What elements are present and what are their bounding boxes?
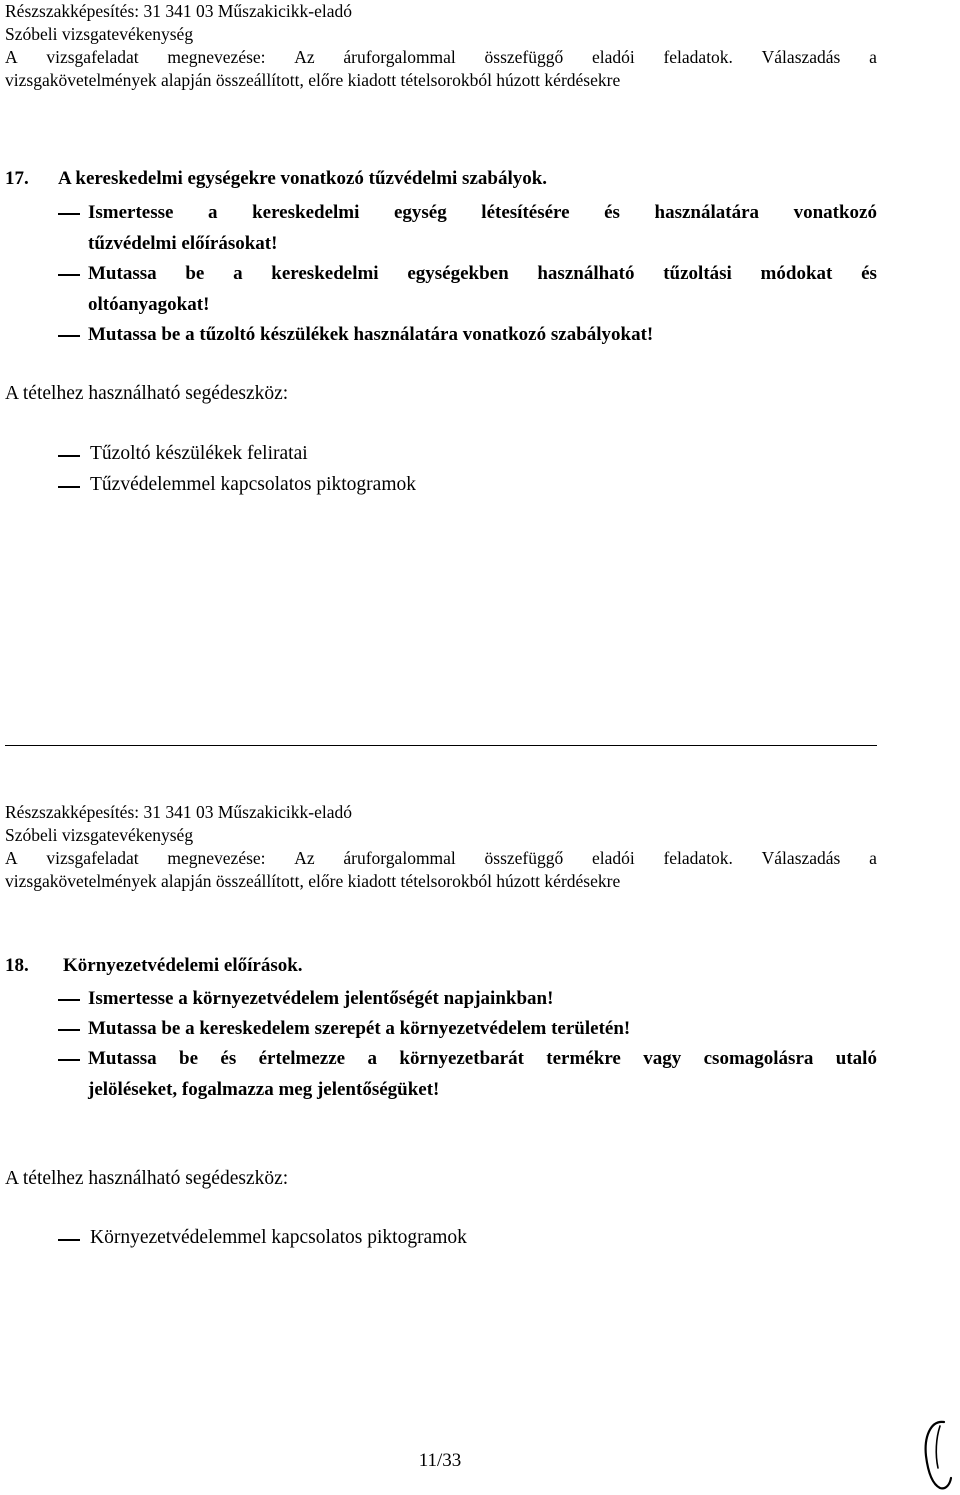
word: módokat — [760, 263, 833, 284]
word: és — [220, 1048, 237, 1069]
dash-bullet — [58, 486, 80, 488]
header-activity: Szóbeli vizsgatevékenység — [5, 24, 194, 44]
word: vonatkozó — [793, 202, 877, 223]
dash-bullet — [58, 1239, 80, 1241]
word: feladatok. — [663, 848, 733, 868]
question-title-text: A kereskedelmi egységekre vonatkozó tűzvédelmi szabályok. — [58, 168, 548, 189]
header-qualification: Részszakképesítés: 31 341 03 Műszakicikk-eladó — [5, 802, 352, 822]
question-18-item-2 — [58, 1014, 877, 1045]
question-17-tool-1 — [58, 443, 308, 465]
question-18-item-3 — [58, 1044, 877, 1105]
question-17-item-2 — [58, 259, 877, 320]
word: A — [5, 47, 18, 67]
word: be — [179, 1048, 199, 1069]
dash-bullet — [58, 1029, 80, 1031]
item-line — [88, 1044, 877, 1075]
item-line: Mutassa be a kereskedelem szerepét a környezetvédelem területén! — [88, 1018, 631, 1039]
word: használatára — [654, 202, 760, 223]
tool-text: Tűzvédelemmel kapcsolatos piktogramok — [90, 474, 416, 495]
item-line: Ismertesse a környezetvédelem jelentőségét napjainkban! — [88, 988, 554, 1009]
word: feladatok. — [663, 47, 733, 67]
word: összefüggő — [484, 47, 564, 67]
tool-text: Környezetvédelemmel kapcsolatos piktogramok — [90, 1227, 467, 1248]
question-18-tool-1 — [58, 1227, 467, 1249]
word: Az — [294, 848, 315, 868]
header-task-continuation: vizsgakövetelmények alapján összeállított, előre kiadott tételsorokból húzott kérdésekre — [5, 70, 621, 90]
header-task-line — [5, 46, 877, 69]
word: áruforgalommal — [343, 47, 456, 67]
word: Válaszadás — [761, 848, 841, 868]
word: kereskedelmi — [271, 263, 379, 284]
word: eladói — [591, 848, 635, 868]
header-activity: Szóbeli vizsgatevékenység — [5, 825, 194, 845]
dash-bullet — [58, 274, 80, 276]
dash-bullet — [58, 455, 80, 457]
word: és — [861, 263, 877, 284]
word: egység — [393, 202, 447, 223]
page-separator-rule — [5, 745, 877, 746]
word: egységekben — [407, 263, 509, 284]
word: használható — [537, 263, 635, 284]
word: Mutassa — [88, 263, 157, 284]
question-17-title — [5, 168, 547, 190]
dash-bullet — [58, 1059, 80, 1061]
question-17-item-1 — [58, 198, 877, 259]
item-line: Mutassa be a tűzoltó készülékek használatára vonatkozó szabályokat! — [88, 324, 654, 345]
word: a — [869, 47, 877, 67]
page-header-top — [5, 0, 877, 92]
word: megnevezése: — [167, 848, 266, 868]
page-header-second — [5, 801, 877, 893]
question-18-title — [5, 955, 303, 977]
tool-text: Tűzoltó készülékek feliratai — [90, 443, 308, 464]
header-task-continuation: vizsgakövetelmények alapján összeállított, előre kiadott tételsorokból húzott kérdésekre — [5, 871, 621, 891]
item-line: tűzvédelmi előírásokat! — [88, 232, 278, 254]
item-line — [88, 259, 877, 290]
item-line: oltóanyagokat! — [88, 293, 210, 315]
word: eladói — [591, 47, 635, 67]
header-qualification: Részszakképesítés: 31 341 03 Műszakicikk-eladó — [5, 1, 352, 21]
word: áruforgalommal — [343, 848, 456, 868]
question-17-tool-2 — [58, 474, 416, 496]
question-number: 18. — [5, 955, 29, 976]
word: és — [604, 202, 620, 223]
word: be — [185, 263, 205, 284]
word: Ismertesse — [88, 202, 174, 223]
question-17-help-label: A tételhez használható segédeszköz: — [5, 383, 289, 404]
word: létesítésére — [481, 202, 570, 223]
dash-bullet — [58, 335, 80, 337]
question-18-help-label: A tételhez használható segédeszköz: — [5, 1168, 289, 1189]
word: Válaszadás — [761, 47, 841, 67]
header-task-line — [5, 847, 877, 870]
word: kereskedelmi — [252, 202, 360, 223]
word: vizsgafeladat — [46, 47, 139, 67]
question-18-item-1 — [58, 984, 877, 1015]
word: termékre — [546, 1048, 621, 1069]
word: környezetbarát — [399, 1048, 524, 1069]
dash-bullet — [58, 213, 80, 215]
word: a — [233, 263, 243, 284]
word: Mutassa — [88, 1048, 157, 1069]
question-17-item-3 — [58, 320, 877, 351]
word: Az — [294, 47, 315, 67]
word: a — [208, 202, 218, 223]
question-number: 17. — [5, 168, 29, 189]
word: a — [869, 848, 877, 868]
word: értelmezze — [258, 1048, 346, 1069]
item-line — [88, 198, 877, 229]
question-title-text: Környezetvédelemi előírások. — [63, 955, 303, 976]
word: utaló — [835, 1048, 877, 1069]
word: A — [5, 848, 18, 868]
item-line: jelöléseket, fogalmazza meg jelentőségüket! — [88, 1078, 440, 1100]
word: megnevezése: — [167, 47, 266, 67]
word: vagy — [643, 1048, 682, 1069]
word: a — [367, 1048, 377, 1069]
word: összefüggő — [484, 848, 564, 868]
word: tűzoltási — [663, 263, 732, 284]
dash-bullet — [58, 999, 80, 1001]
word: csomagolásra — [703, 1048, 814, 1069]
word: vizsgafeladat — [46, 848, 139, 868]
page-number: 11/33 — [418, 1450, 462, 1471]
signature-mark — [920, 1418, 956, 1492]
